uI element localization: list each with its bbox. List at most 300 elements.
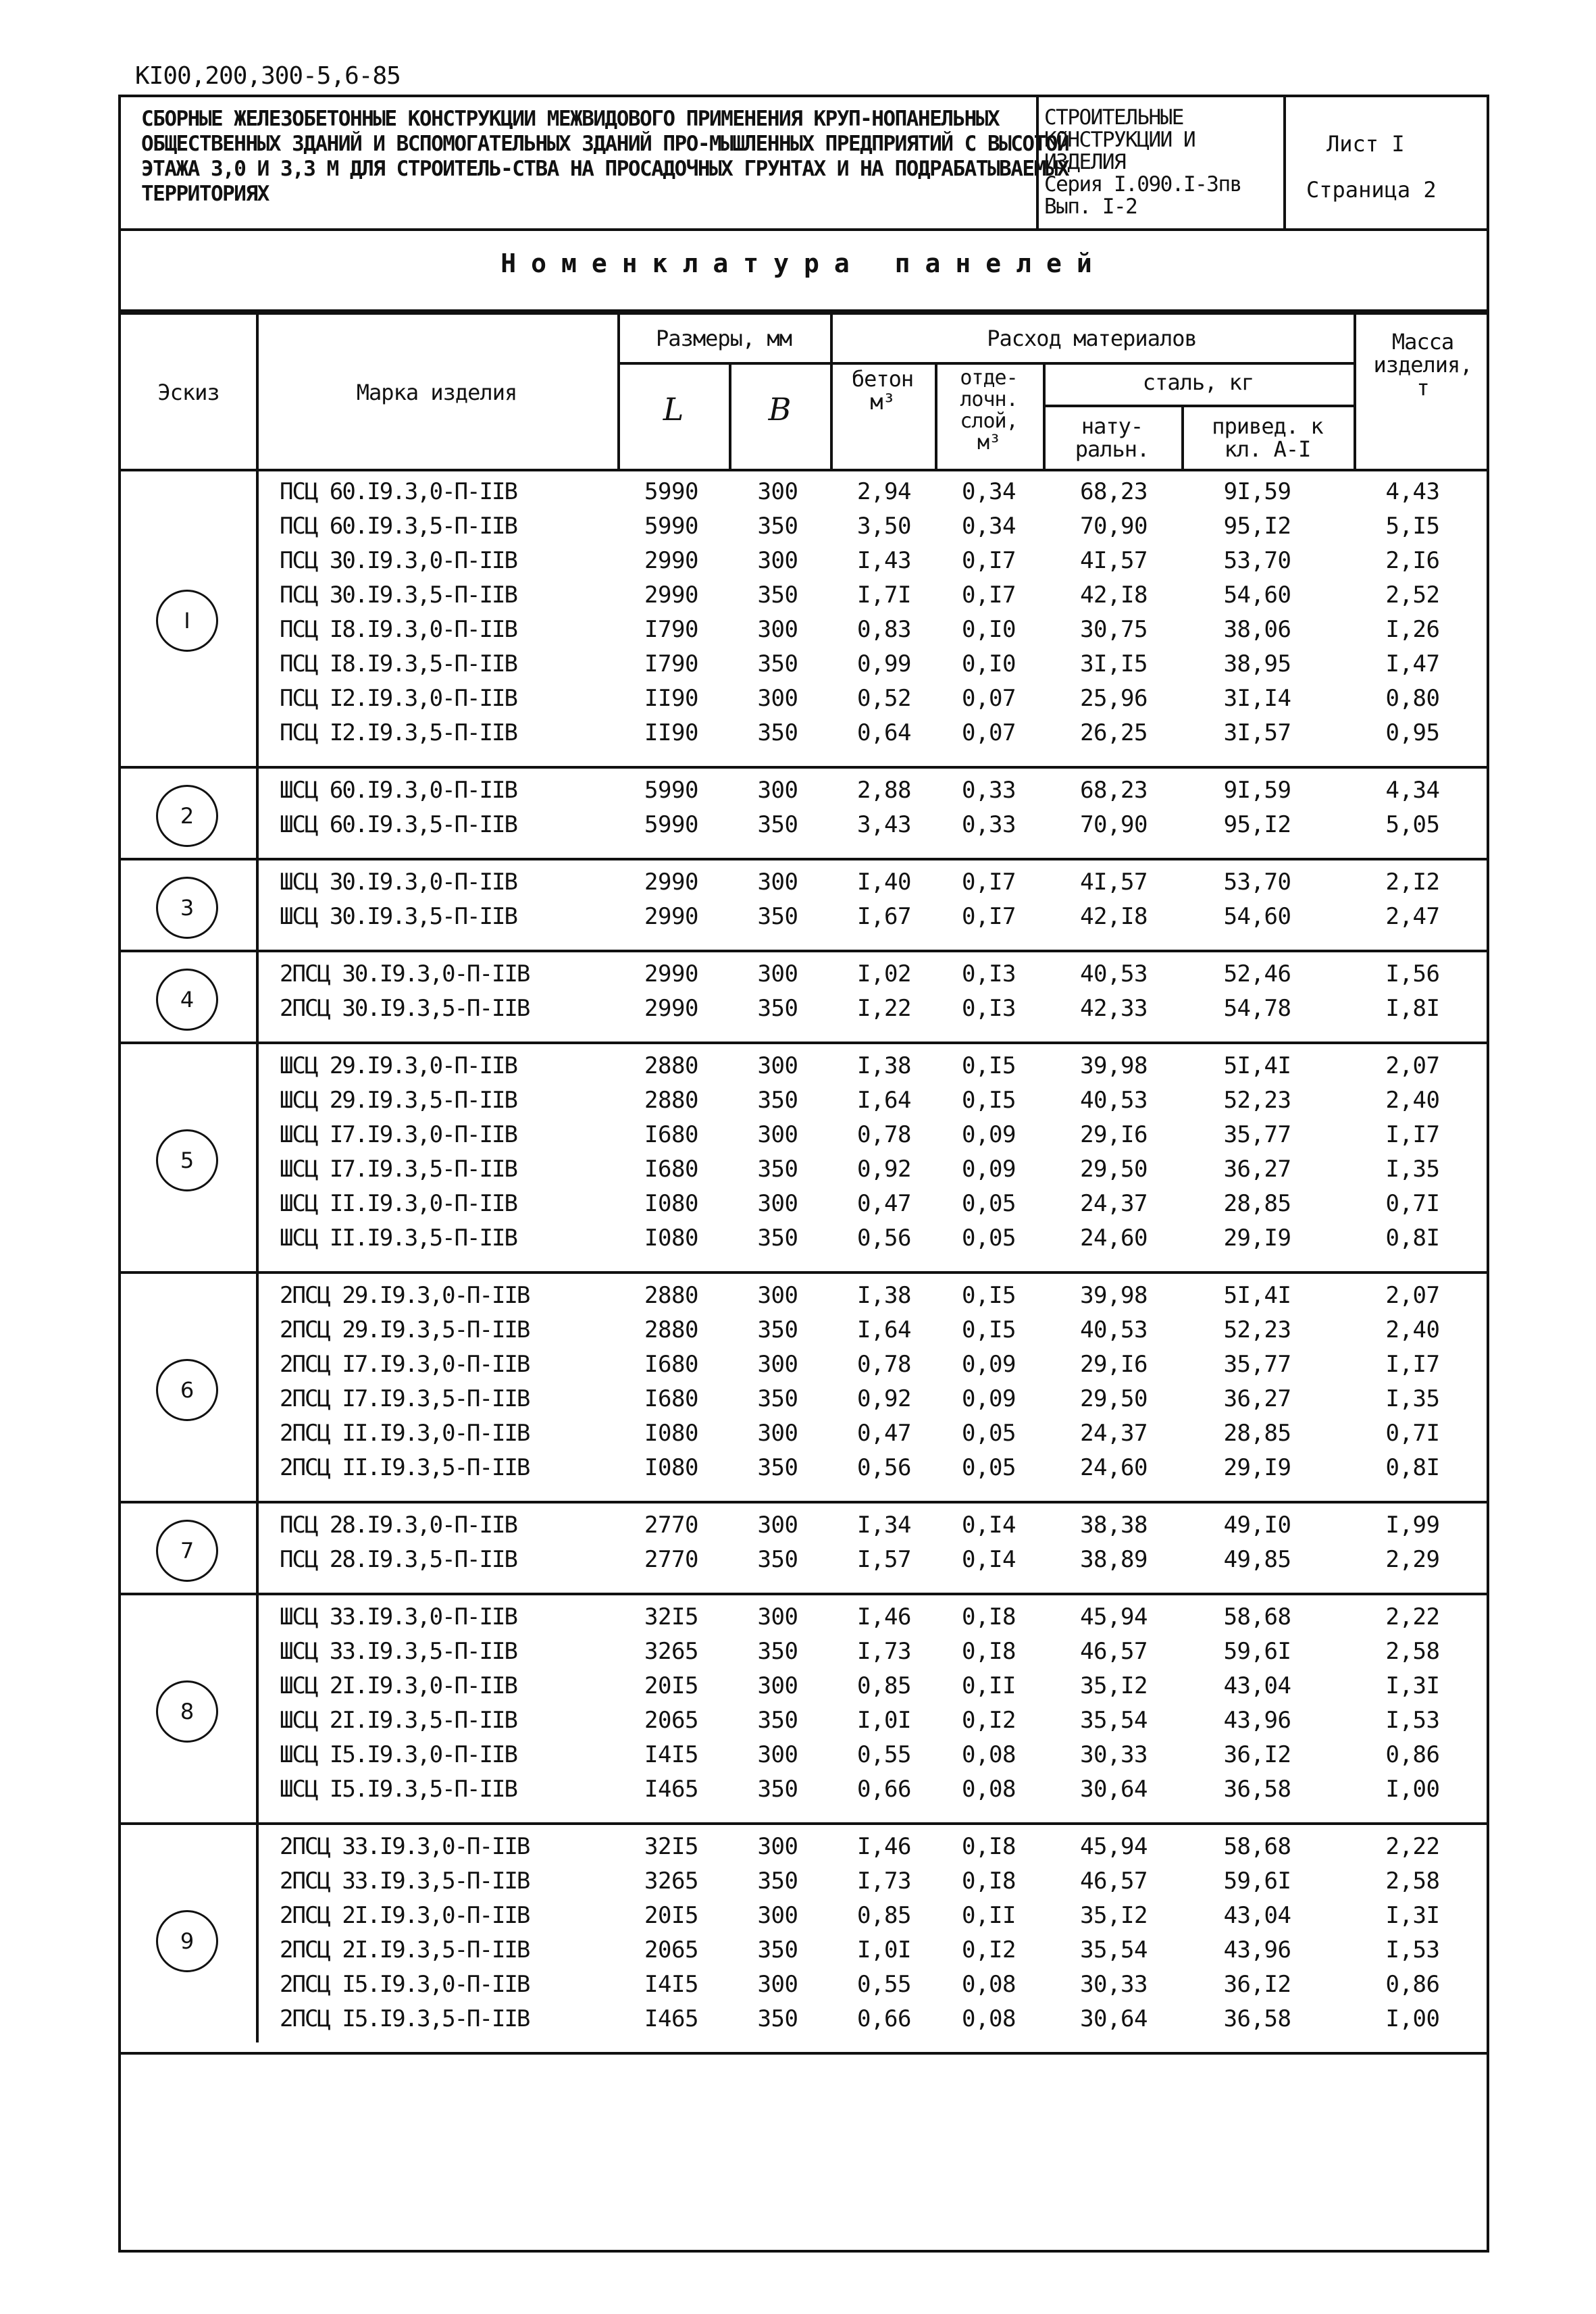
cell-length: 20I5 [644, 1902, 698, 1929]
cell-width: 350 [757, 1454, 798, 1481]
cell-concrete: I,64 [857, 1316, 911, 1343]
cell-length: I680 [644, 1121, 698, 1148]
group-rule [121, 1593, 1487, 1595]
cell-finish-layer: 0,09 [962, 1156, 1016, 1183]
cell-concrete: I,57 [857, 1546, 911, 1573]
cell-mass: I,3I [1385, 1902, 1440, 1929]
cell-finish-layer: 0,II [962, 1672, 1016, 1699]
cell-steel-natural: 4I,57 [1080, 547, 1148, 574]
cell-steel-reduced: 29,I9 [1223, 1454, 1291, 1481]
sheet-info [1286, 97, 1492, 228]
cell-mark: 2ПСЦ I5.I9.3,5-П-IIВ [280, 2005, 530, 2032]
group-rule [121, 1822, 1487, 1825]
cell-mass: 2,40 [1385, 1316, 1440, 1343]
cell-steel-natural: 30,33 [1080, 1971, 1148, 1998]
header-reduced-line2: кл. А-I [1224, 436, 1311, 462]
sketch-number-circle: 5 [156, 1129, 218, 1191]
cell-steel-reduced: 43,04 [1223, 1902, 1291, 1929]
series-line-5: Вып. I-2 [1044, 195, 1137, 219]
cell-mass: 4,43 [1385, 478, 1440, 505]
cell-finish-layer: 0,34 [962, 513, 1016, 540]
cell-width: 300 [757, 1603, 798, 1630]
header-B: B [768, 391, 791, 428]
cell-mass: I,26 [1385, 616, 1440, 643]
cell-steel-reduced: 35,77 [1223, 1351, 1291, 1378]
cell-finish-layer: 0,I8 [962, 1833, 1016, 1860]
header-layer [935, 367, 1043, 454]
cell-width: 350 [757, 1936, 798, 1963]
cell-steel-natural: 45,94 [1080, 1603, 1148, 1630]
cell-steel-reduced: 5I,4I [1223, 1282, 1291, 1309]
cell-mark: ПСЦ 28.I9.3,0-П-IIВ [280, 1512, 517, 1539]
cell-width: 350 [757, 1316, 798, 1343]
group-rule [121, 1042, 1487, 1044]
cell-steel-natural: 25,96 [1080, 685, 1148, 712]
cell-concrete: 3,50 [857, 513, 911, 540]
cell-mark: ШСЦ 33.I9.3,0-П-IIВ [280, 1603, 517, 1630]
cell-concrete: I,34 [857, 1512, 911, 1539]
cell-mark: ШСЦ I7.I9.3,5-П-IIВ [280, 1156, 517, 1183]
cell-mass: 0,8I [1385, 1454, 1440, 1481]
cell-width: 300 [757, 1971, 798, 1998]
cell-finish-layer: 0,I7 [962, 869, 1016, 896]
header-mass-line2: изделия, [1373, 352, 1472, 378]
header-nat [1043, 415, 1181, 461]
cell-mark: ШСЦ I7.I9.3,0-П-IIВ [280, 1121, 517, 1148]
header-beton-line1: бетон [851, 366, 914, 392]
cell-length: 3265 [644, 1868, 698, 1895]
cell-mass: 2,58 [1385, 1638, 1440, 1665]
cell-steel-natural: 39,98 [1080, 1282, 1148, 1309]
group-rule [121, 1501, 1487, 1503]
cell-mark: ШСЦ 29.I9.3,0-П-IIВ [280, 1052, 517, 1079]
group-rule [121, 2052, 1487, 2055]
cell-steel-reduced: 58,68 [1223, 1603, 1291, 1630]
cell-concrete: I,46 [857, 1833, 911, 1860]
cell-length: I4I5 [644, 1741, 698, 1768]
series-line-1: СТРОИТЕЛЬНЫЕ [1044, 105, 1183, 130]
cell-width: 300 [757, 547, 798, 574]
cell-finish-layer: 0,33 [962, 777, 1016, 804]
cell-width: 300 [757, 1833, 798, 1860]
cell-steel-reduced: 52,46 [1223, 960, 1291, 987]
header-reduced [1181, 415, 1354, 461]
cell-steel-reduced: 43,04 [1223, 1672, 1291, 1699]
cell-steel-reduced: 59,6I [1223, 1638, 1291, 1665]
header-mass-line1: Масса [1391, 329, 1454, 355]
cell-finish-layer: 0,I2 [962, 1707, 1016, 1734]
cell-concrete: 3,43 [857, 811, 911, 838]
cell-mass: 5,05 [1385, 811, 1440, 838]
header-layer-line3: слой, [960, 409, 1018, 433]
cell-mark: ПСЦ I8.I9.3,5-П-IIВ [280, 650, 517, 677]
cell-mass: I,I7 [1385, 1121, 1440, 1148]
cell-steel-natural: 30,33 [1080, 1741, 1148, 1768]
cell-mass: I,53 [1385, 1936, 1440, 1963]
cell-finish-layer: 0,09 [962, 1351, 1016, 1378]
cell-length: 2770 [644, 1512, 698, 1539]
cell-mass: 4,34 [1385, 777, 1440, 804]
cell-steel-natural: 24,60 [1080, 1454, 1148, 1481]
cell-mass: 2,47 [1385, 903, 1440, 930]
cell-steel-natural: 35,54 [1080, 1707, 1148, 1734]
header-reduced-line1: привед. к [1212, 413, 1323, 439]
cell-finish-layer: 0,I8 [962, 1868, 1016, 1895]
header-materials: Расход материалов [987, 326, 1197, 351]
cell-width: 300 [757, 1420, 798, 1447]
cell-finish-layer: 0,I0 [962, 616, 1016, 643]
cell-width: 350 [757, 1546, 798, 1573]
cell-length: 5990 [644, 811, 698, 838]
cell-mass: 0,7I [1385, 1190, 1440, 1217]
header-L: L [663, 391, 684, 428]
cell-mass: I,99 [1385, 1512, 1440, 1539]
cell-concrete: 0,85 [857, 1902, 911, 1929]
cell-concrete: I,22 [857, 995, 911, 1022]
cell-mark: ПСЦ 30.I9.3,0-П-IIВ [280, 547, 517, 574]
cell-finish-layer: 0,09 [962, 1121, 1016, 1148]
cell-steel-reduced: 28,85 [1223, 1420, 1291, 1447]
cell-mark: 2ПСЦ II.I9.3,5-П-IIВ [280, 1454, 530, 1481]
group-rule [121, 950, 1487, 952]
cell-steel-reduced: 3I,I4 [1223, 685, 1291, 712]
col-rule-sketch-body [256, 469, 259, 2042]
cell-concrete: 0,99 [857, 650, 911, 677]
cell-steel-reduced: 95,I2 [1223, 513, 1291, 540]
cell-steel-natural: 46,57 [1080, 1868, 1148, 1895]
cell-steel-reduced: 36,58 [1223, 1776, 1291, 1803]
cell-steel-reduced: 36,I2 [1223, 1741, 1291, 1768]
cell-steel-natural: 29,50 [1080, 1385, 1148, 1412]
cell-width: 300 [757, 1190, 798, 1217]
cell-length: 2880 [644, 1052, 698, 1079]
sketch-number-circle: 2 [156, 785, 218, 847]
cell-length: 32I5 [644, 1603, 698, 1630]
cell-concrete: 0,55 [857, 1741, 911, 1768]
cell-length: I080 [644, 1190, 698, 1217]
header-mass [1354, 330, 1492, 399]
cell-finish-layer: 0,05 [962, 1190, 1016, 1217]
cell-width: 350 [757, 995, 798, 1022]
cell-mark: 2ПСЦ I7.I9.3,0-П-IIВ [280, 1351, 530, 1378]
cell-mass: 2,22 [1385, 1833, 1440, 1860]
cell-length: I080 [644, 1420, 698, 1447]
cell-length: I680 [644, 1385, 698, 1412]
cell-concrete: I,02 [857, 960, 911, 987]
cell-finish-layer: 0,I7 [962, 903, 1016, 930]
cell-width: 350 [757, 582, 798, 609]
cell-steel-reduced: 58,68 [1223, 1833, 1291, 1860]
cell-length: I4I5 [644, 1971, 698, 1998]
cell-mark: 2ПСЦ I5.I9.3,0-П-IIВ [280, 1971, 530, 1998]
cell-finish-layer: 0,I3 [962, 960, 1016, 987]
cell-mark: ШСЦ I5.I9.3,5-П-IIВ [280, 1776, 517, 1803]
cell-concrete: I,67 [857, 903, 911, 930]
cell-finish-layer: 0,05 [962, 1225, 1016, 1252]
header-dims: Размеры, мм [656, 326, 792, 351]
cell-concrete: 0,83 [857, 616, 911, 643]
cell-mass: 2,58 [1385, 1868, 1440, 1895]
cell-length: 2770 [644, 1546, 698, 1573]
header-steel: сталь, кг [1142, 369, 1254, 395]
cell-steel-natural: 26,25 [1080, 719, 1148, 746]
header-mark: Марка изделия [356, 380, 517, 405]
page-number: Страница 2 [1306, 177, 1437, 203]
sketch-number-circle: 8 [156, 1680, 218, 1743]
cell-concrete: I,43 [857, 547, 911, 574]
cell-length: I080 [644, 1454, 698, 1481]
cell-steel-natural: 68,23 [1080, 478, 1148, 505]
cell-steel-reduced: 49,I0 [1223, 1512, 1291, 1539]
cell-steel-natural: 68,23 [1080, 777, 1148, 804]
header-steel-rule [1043, 405, 1354, 407]
cell-mass: 2,29 [1385, 1546, 1440, 1573]
cell-length: 5990 [644, 478, 698, 505]
cell-concrete: 0,78 [857, 1351, 911, 1378]
cell-width: 350 [757, 811, 798, 838]
cell-finish-layer: 0,I0 [962, 650, 1016, 677]
cell-mark: ПСЦ 30.I9.3,5-П-IIВ [280, 582, 517, 609]
cell-steel-natural: 24,60 [1080, 1225, 1148, 1252]
cell-concrete: 0,56 [857, 1225, 911, 1252]
cell-concrete: I,7I [857, 582, 911, 609]
table-heading: Номенклатура панелей [121, 231, 1487, 312]
cell-finish-layer: 0,I8 [962, 1638, 1016, 1665]
cell-steel-natural: 24,37 [1080, 1190, 1148, 1217]
cell-concrete: I,73 [857, 1638, 911, 1665]
cell-finish-layer: 0,I5 [962, 1316, 1016, 1343]
cell-mark: 2ПСЦ 2I.I9.3,5-П-IIВ [280, 1936, 530, 1963]
cell-finish-layer: 0,07 [962, 719, 1016, 746]
cell-concrete: 0,92 [857, 1385, 911, 1412]
cell-width: 300 [757, 1282, 798, 1309]
cell-width: 350 [757, 1868, 798, 1895]
cell-concrete: I,38 [857, 1282, 911, 1309]
cell-concrete: I,73 [857, 1868, 911, 1895]
cell-concrete: 0,66 [857, 1776, 911, 1803]
cell-length: 2990 [644, 582, 698, 609]
cell-mark: ШСЦ 60.I9.3,0-П-IIВ [280, 777, 517, 804]
series-line-4: Серия I.090.I-3пв [1044, 172, 1241, 197]
cell-finish-layer: 0,I5 [962, 1087, 1016, 1114]
cell-length: II90 [644, 719, 698, 746]
cell-mass: I,47 [1385, 650, 1440, 677]
cell-concrete: 0,52 [857, 685, 911, 712]
cell-mass: I,53 [1385, 1707, 1440, 1734]
sketch-number-circle: 9 [156, 1910, 218, 1972]
cell-finish-layer: 0,I3 [962, 995, 1016, 1022]
cell-concrete: 0,66 [857, 2005, 911, 2032]
cell-finish-layer: 0,I8 [962, 1603, 1016, 1630]
cell-steel-natural: 3I,I5 [1080, 650, 1148, 677]
group-rule [121, 766, 1487, 769]
cell-steel-natural: 35,I2 [1080, 1902, 1148, 1929]
cell-concrete: 0,55 [857, 1971, 911, 1998]
cell-concrete: I,40 [857, 869, 911, 896]
cell-mark: ШСЦ 30.I9.3,0-П-IIВ [280, 869, 517, 896]
cell-width: 300 [757, 1052, 798, 1079]
cell-mark: ШСЦ 33.I9.3,5-П-IIВ [280, 1638, 517, 1665]
cell-concrete: 0,64 [857, 719, 911, 746]
series-block [1036, 97, 1286, 228]
cell-width: 300 [757, 1351, 798, 1378]
cell-steel-natural: 40,53 [1080, 1087, 1148, 1114]
cell-concrete: I,0I [857, 1936, 911, 1963]
cell-width: 350 [757, 1776, 798, 1803]
cell-concrete: 0,47 [857, 1190, 911, 1217]
cell-mark: ШСЦ 30.I9.3,5-П-IIВ [280, 903, 517, 930]
cell-steel-reduced: 54,60 [1223, 582, 1291, 609]
cell-width: 300 [757, 1121, 798, 1148]
cell-steel-reduced: 43,96 [1223, 1707, 1291, 1734]
cell-steel-natural: 29,50 [1080, 1156, 1148, 1183]
cell-steel-reduced: 9I,59 [1223, 478, 1291, 505]
cell-mark: ПСЦ I2.I9.3,5-П-IIВ [280, 719, 517, 746]
cell-concrete: I,0I [857, 1707, 911, 1734]
cell-finish-layer: 0,34 [962, 478, 1016, 505]
cell-mass: 2,I2 [1385, 869, 1440, 896]
header-bottom-rule [121, 469, 1487, 471]
cell-length: I680 [644, 1156, 698, 1183]
cell-steel-natural: 40,53 [1080, 1316, 1148, 1343]
cell-mark: 2ПСЦ I7.I9.3,5-П-IIВ [280, 1385, 530, 1412]
cell-mass: 0,86 [1385, 1741, 1440, 1768]
sketch-number-circle: I [156, 590, 218, 652]
header-sub-rule [617, 362, 1354, 365]
cell-steel-natural: 30,64 [1080, 1776, 1148, 1803]
cell-steel-reduced: 38,06 [1223, 616, 1291, 643]
cell-concrete: 2,94 [857, 478, 911, 505]
cell-width: 300 [757, 1672, 798, 1699]
cell-finish-layer: 0,33 [962, 811, 1016, 838]
cell-steel-reduced: 59,6I [1223, 1868, 1291, 1895]
cell-steel-reduced: 43,96 [1223, 1936, 1291, 1963]
cell-finish-layer: 0,I2 [962, 1936, 1016, 1963]
header-beton [830, 367, 935, 413]
cell-concrete: 2,88 [857, 777, 911, 804]
cell-finish-layer: 0,I5 [962, 1052, 1016, 1079]
cell-width: 300 [757, 1741, 798, 1768]
cell-width: 300 [757, 478, 798, 505]
sketch-number-circle: 3 [156, 877, 218, 939]
cell-width: 350 [757, 1087, 798, 1114]
cell-steel-reduced: 49,85 [1223, 1546, 1291, 1573]
cell-steel-reduced: 53,70 [1223, 869, 1291, 896]
header-top-rule [121, 312, 1487, 315]
header-nat-line1: нату- [1081, 413, 1143, 439]
cell-mass: 0,8I [1385, 1225, 1440, 1252]
cell-mass: 0,95 [1385, 719, 1440, 746]
cell-steel-natural: 4I,57 [1080, 869, 1148, 896]
cell-mark: 2ПСЦ 30.I9.3,5-П-IIВ [280, 995, 530, 1022]
cell-mass: I,8I [1385, 995, 1440, 1022]
cell-steel-natural: 35,I2 [1080, 1672, 1148, 1699]
cell-mass: 0,7I [1385, 1420, 1440, 1447]
cell-length: 2880 [644, 1087, 698, 1114]
header-layer-line1: отде- [960, 366, 1018, 390]
cell-length: 3265 [644, 1638, 698, 1665]
cell-steel-reduced: 54,60 [1223, 903, 1291, 930]
cell-mass: I,00 [1385, 2005, 1440, 2032]
sketch-number-circle: 6 [156, 1359, 218, 1421]
header-beton-line2: м³ [870, 389, 895, 415]
cell-mark: 2ПСЦ 30.I9.3,0-П-IIВ [280, 960, 530, 987]
cell-length: 2990 [644, 547, 698, 574]
cell-mass: I,00 [1385, 1776, 1440, 1803]
cell-mark: ПСЦ I2.I9.3,0-П-IIВ [280, 685, 517, 712]
cell-length: II90 [644, 685, 698, 712]
cell-mark: ШСЦ 29.I9.3,5-П-IIВ [280, 1087, 517, 1114]
cell-steel-reduced: 53,70 [1223, 547, 1291, 574]
cell-finish-layer: 0,I4 [962, 1546, 1016, 1573]
cell-mark: ПСЦ I8.I9.3,0-П-IIВ [280, 616, 517, 643]
cell-finish-layer: 0,09 [962, 1385, 1016, 1412]
cell-mass: I,I7 [1385, 1351, 1440, 1378]
cell-length: 2065 [644, 1936, 698, 1963]
cell-steel-natural: 46,57 [1080, 1638, 1148, 1665]
cell-steel-reduced: 38,95 [1223, 650, 1291, 677]
series-line-3: ИЗДЕЛИЯ [1044, 150, 1126, 174]
cell-steel-natural: 38,38 [1080, 1512, 1148, 1539]
cell-steel-natural: 24,37 [1080, 1420, 1148, 1447]
header-mass-line3: т [1416, 375, 1429, 401]
cell-steel-reduced: 35,77 [1223, 1121, 1291, 1148]
group-rule [121, 858, 1487, 860]
cell-steel-reduced: 54,78 [1223, 995, 1291, 1022]
cell-length: 5990 [644, 513, 698, 540]
cell-width: 350 [757, 513, 798, 540]
cell-steel-natural: 29,I6 [1080, 1351, 1148, 1378]
cell-concrete: 0,47 [857, 1420, 911, 1447]
cell-width: 350 [757, 1156, 798, 1183]
cell-finish-layer: 0,08 [962, 2005, 1016, 2032]
cell-length: 2065 [644, 1707, 698, 1734]
cell-concrete: 0,85 [857, 1672, 911, 1699]
cell-length: 20I5 [644, 1672, 698, 1699]
cell-length: I080 [644, 1225, 698, 1252]
cell-length: I790 [644, 616, 698, 643]
cell-finish-layer: 0,II [962, 1902, 1016, 1929]
cell-finish-layer: 0,07 [962, 685, 1016, 712]
cell-mark: ПСЦ 60.I9.3,5-П-IIВ [280, 513, 517, 540]
cell-length: 2990 [644, 903, 698, 930]
cell-finish-layer: 0,08 [962, 1741, 1016, 1768]
cell-mark: 2ПСЦ 33.I9.3,5-П-IIВ [280, 1868, 530, 1895]
cell-mark: 2ПСЦ II.I9.3,0-П-IIВ [280, 1420, 530, 1447]
cell-mark: ПСЦ 60.I9.3,0-П-IIВ [280, 478, 517, 505]
sheet-number: Лист I [1327, 131, 1405, 157]
cell-concrete: 0,92 [857, 1156, 911, 1183]
cell-width: 350 [757, 1225, 798, 1252]
cell-mass: 5,I5 [1385, 513, 1440, 540]
cell-steel-reduced: 9I,59 [1223, 777, 1291, 804]
cell-finish-layer: 0,I4 [962, 1512, 1016, 1539]
cell-steel-natural: 42,33 [1080, 995, 1148, 1022]
cell-steel-reduced: 36,27 [1223, 1385, 1291, 1412]
cell-length: 2880 [644, 1316, 698, 1343]
cell-steel-natural: 30,75 [1080, 616, 1148, 643]
cell-width: 300 [757, 616, 798, 643]
cell-mark: ПСЦ 28.I9.3,5-П-IIВ [280, 1546, 517, 1573]
cell-length: 2990 [644, 869, 698, 896]
cell-width: 350 [757, 650, 798, 677]
header-sketch: Эскиз [157, 380, 220, 405]
cell-length: I680 [644, 1351, 698, 1378]
cell-steel-reduced: 3I,57 [1223, 719, 1291, 746]
cell-width: 300 [757, 777, 798, 804]
cell-finish-layer: 0,05 [962, 1454, 1016, 1481]
header-nat-line2: ральн. [1075, 436, 1150, 462]
